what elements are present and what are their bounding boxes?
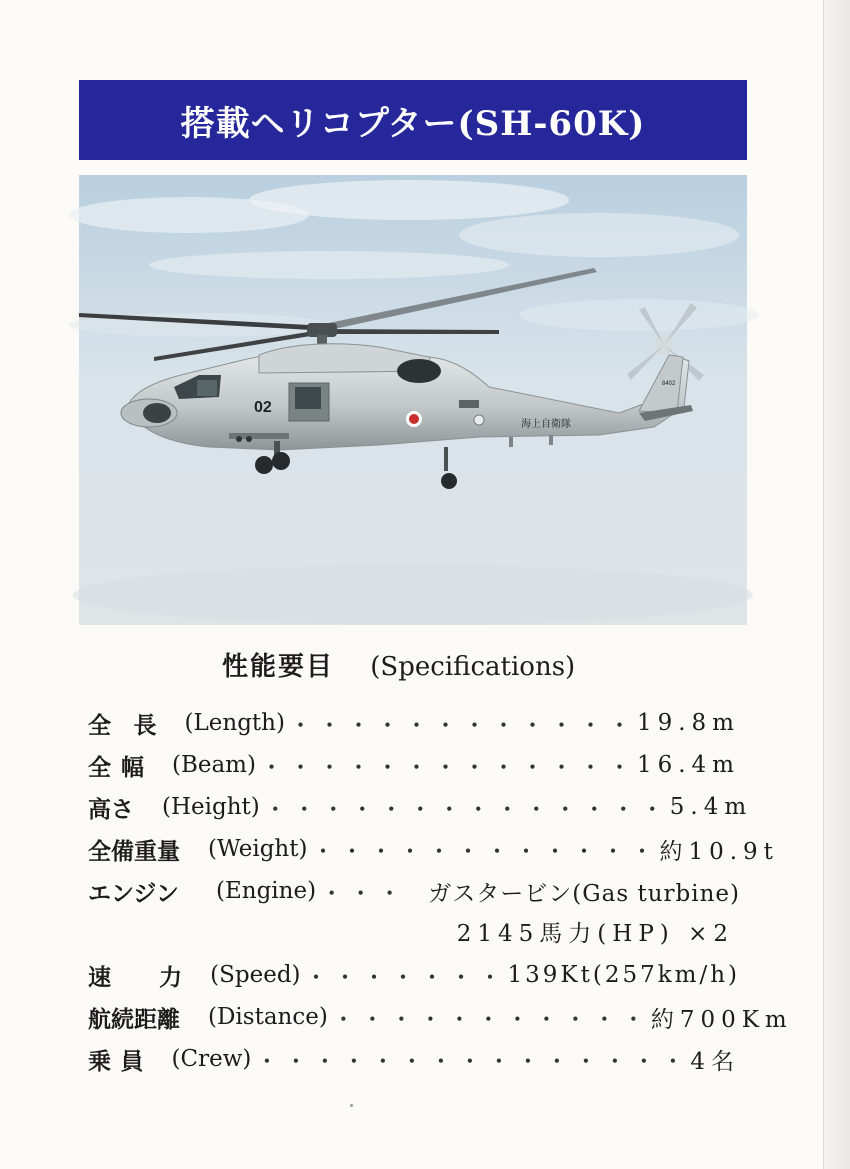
fuselage-marking: 海上自衛隊 (521, 419, 571, 430)
tail-number-marking: 02 (254, 399, 272, 416)
page-edge (823, 0, 850, 1169)
spec-label-en: (Crew) (171, 1046, 252, 1072)
spec-leader-dots: ・・・・・・・・・・・・ (288, 712, 637, 739)
spec-label: 全備重量 (88, 837, 180, 865)
spec-label: 航続距離 (88, 1005, 180, 1033)
spec-label: 速 力 (88, 963, 183, 991)
spec-label-en: (Speed) (210, 962, 301, 988)
spec-label-en: (Distance) (208, 1004, 328, 1030)
tail-code-marking: 8402 (662, 381, 676, 387)
spec-leader-dots: ・・・・・・・・・・・・・ (259, 754, 637, 781)
spec-leader-dots: ・・・・・・・ (304, 964, 508, 991)
spec-leader-dots: ・・・・・・・・・・・・・・ (263, 796, 670, 823)
spec-row-beam (88, 748, 740, 782)
spec-value: 4名 (690, 1048, 740, 1075)
spec-label: エンジン (88, 879, 179, 907)
specifications-heading-jp: 性能要目 (222, 652, 335, 682)
spec-row-length (88, 706, 740, 740)
spec-label-en: (Length) (184, 710, 285, 736)
page-mark (350, 1104, 353, 1107)
spec-value: 16.4m (636, 752, 740, 778)
spec-label: 高 さ (88, 795, 134, 823)
spec-label-en: (Height) (162, 794, 260, 820)
spec-row-crew (88, 1042, 740, 1076)
spec-value: 約10.9t (659, 838, 779, 865)
specifications-heading (222, 646, 575, 686)
spec-leader-dots: ・・・ (320, 880, 408, 907)
spec-leader-dots: ・・・・・・・・・・・ (331, 1006, 651, 1033)
spec-leader-dots: ・・・・・・・・・・・・・・・ (255, 1048, 691, 1075)
helicopter-photo (79, 175, 747, 625)
spec-engine-power: 2145馬力(HP) ×2 (456, 920, 734, 947)
spec-value: 19.8m (636, 710, 740, 736)
title-banner (79, 80, 747, 160)
spec-row-speed (88, 958, 740, 992)
spec-label: 乗 員 (88, 1047, 144, 1075)
page-title: 搭載ヘリコプター(SH-60K) (180, 103, 646, 144)
spec-value: ガスタービン(Gas turbine) (428, 880, 740, 907)
specifications-heading-en: (Specifications) (370, 652, 576, 682)
spec-label-en: (Beam) (171, 752, 256, 778)
spec-value: 139Kt(257km/h) (507, 962, 740, 988)
spec-row-weight (88, 832, 779, 866)
spec-label-en: (Weight) (208, 836, 308, 862)
helicopter-illustration (79, 175, 747, 625)
spec-value: 5.4m (669, 794, 753, 820)
spec-label: 全 幅 (88, 753, 144, 781)
spec-label: 全 長 (88, 711, 157, 739)
spec-leader-dots: ・・・・・・・・・・・・ (311, 838, 660, 865)
spec-value: 約700Km (650, 1006, 793, 1033)
spec-row-engine (88, 874, 740, 908)
spec-row-distance (88, 1000, 793, 1034)
spec-label-en: (Engine) (216, 878, 317, 904)
spec-row-height (88, 790, 753, 824)
